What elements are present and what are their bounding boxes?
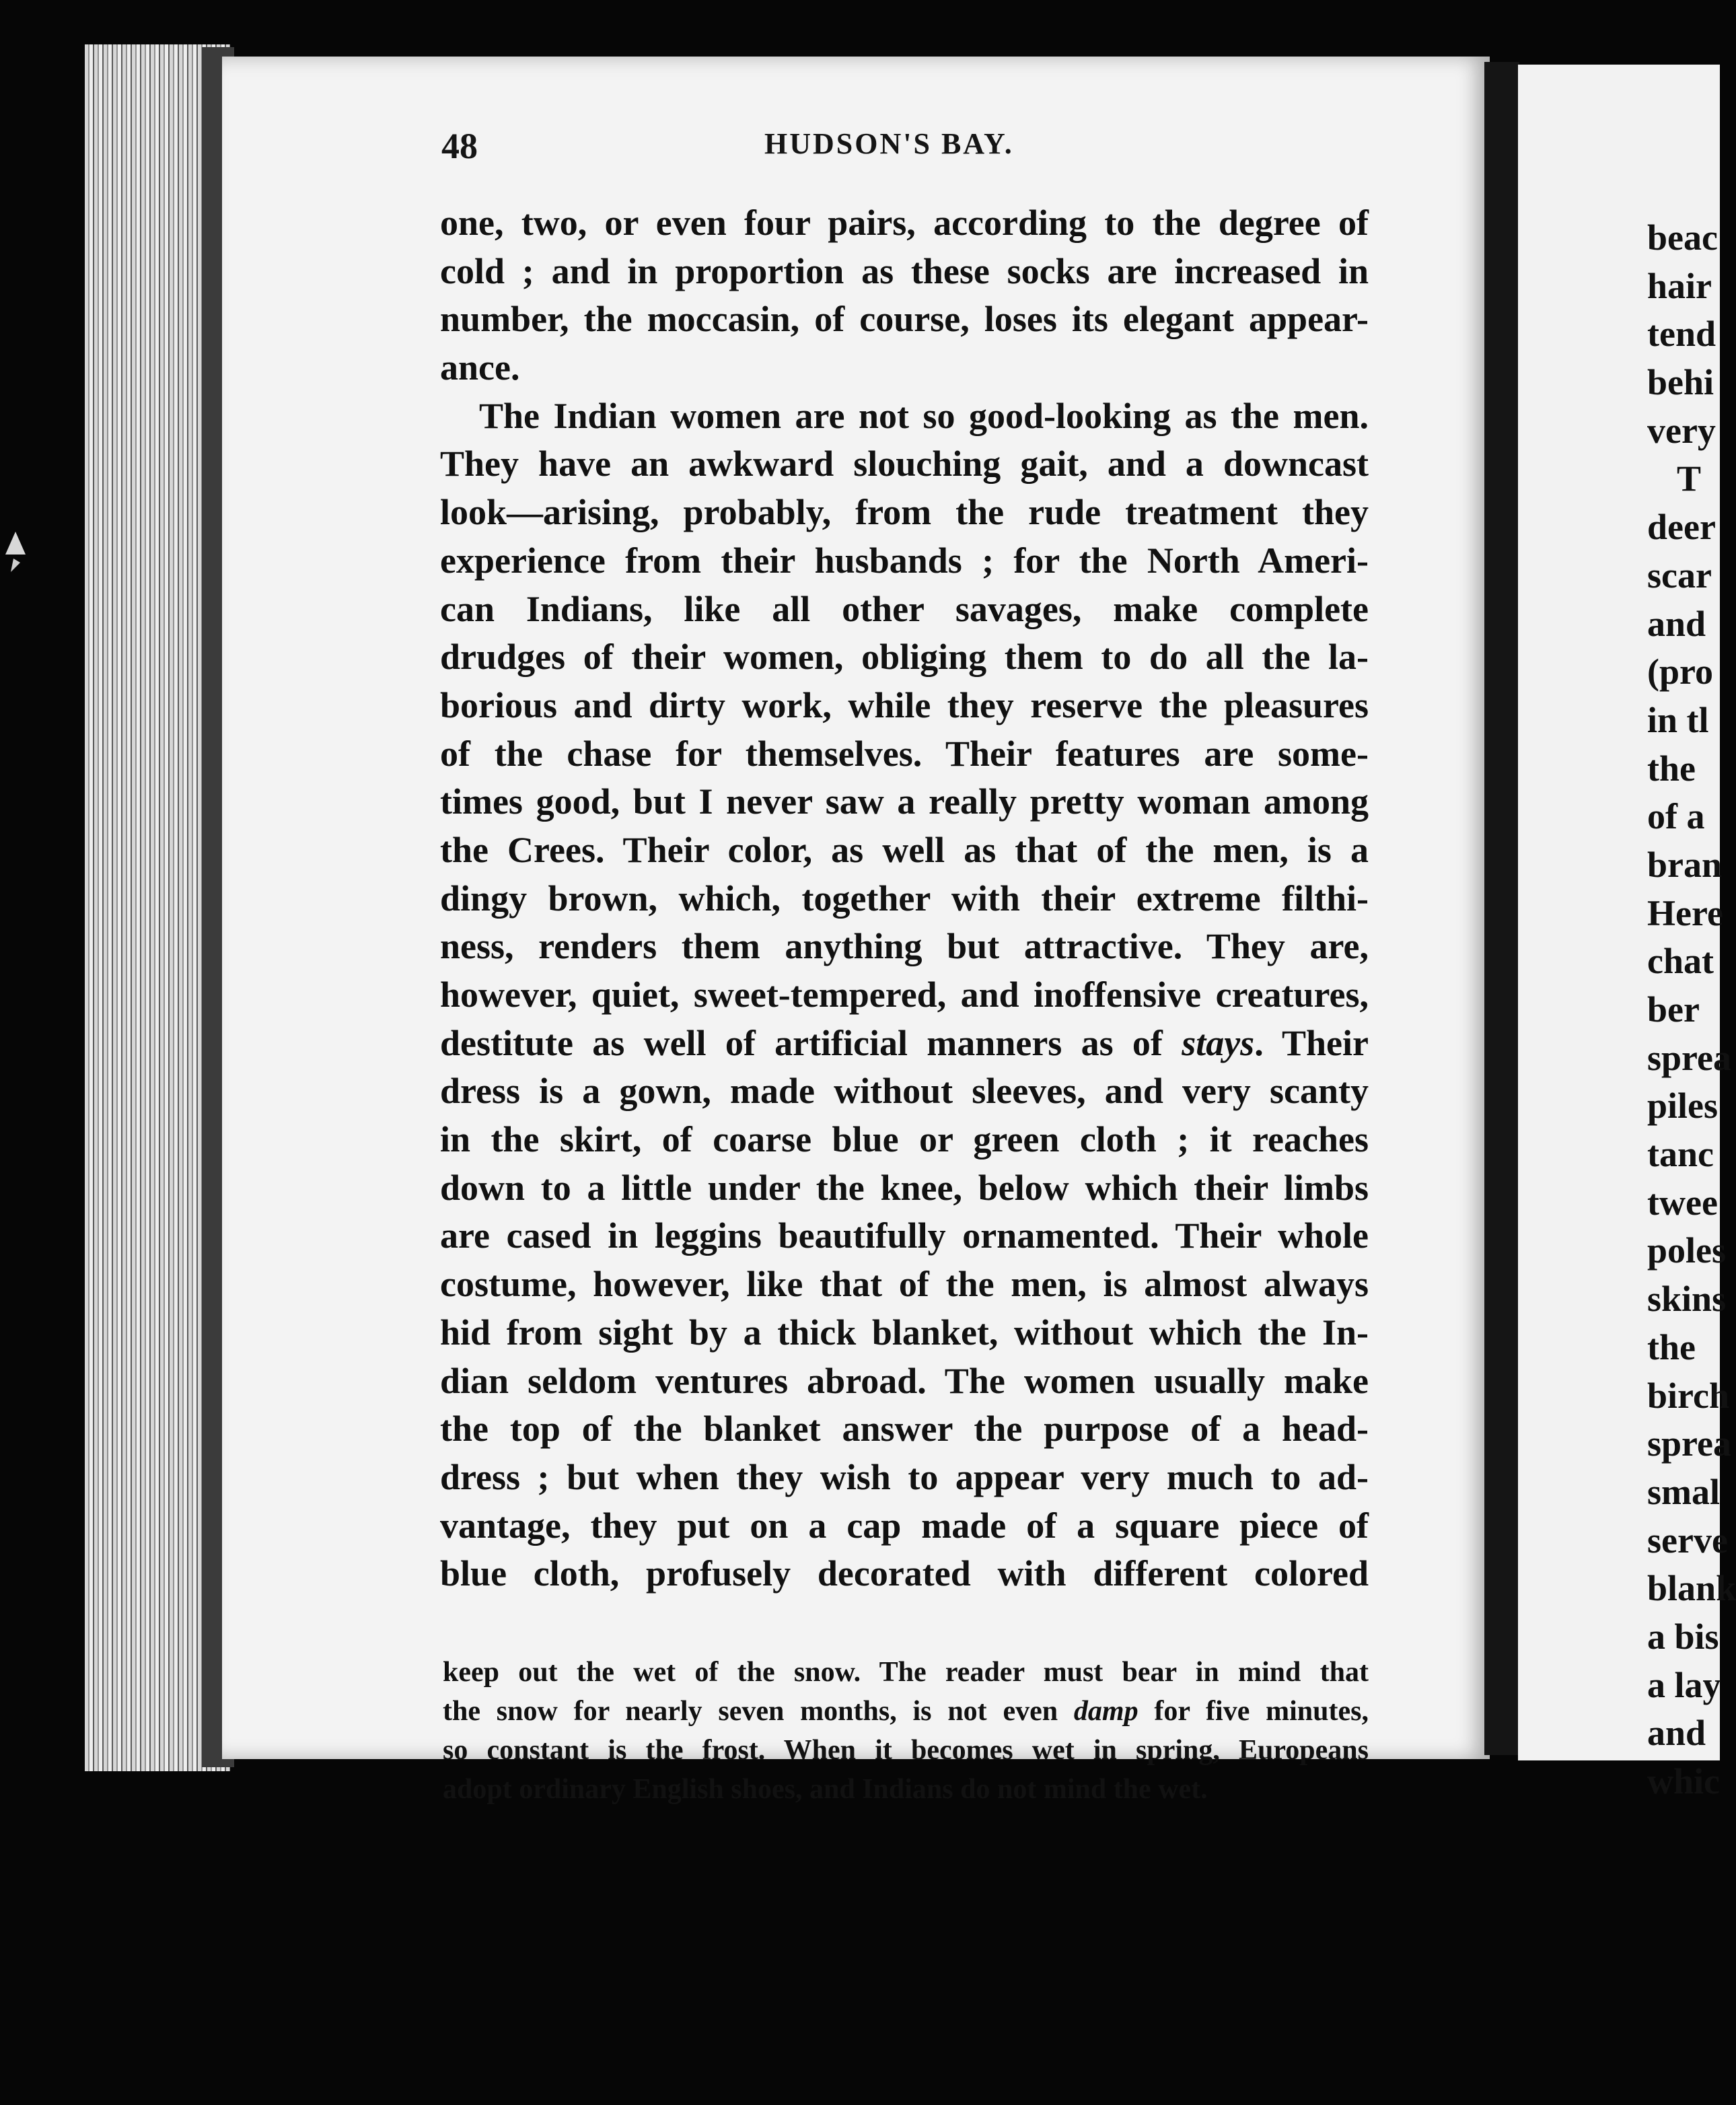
right-text-line: tanc — [1647, 1134, 1714, 1175]
right-text-line: hair — [1647, 265, 1712, 306]
right-text-line: the — [1647, 748, 1696, 789]
text-line: down to a little under the knee, below which their limbs — [440, 1167, 1369, 1208]
right-text-line: beac — [1647, 217, 1718, 258]
text-line: experience from their husbands ; for the North Ameri- — [440, 540, 1369, 581]
right-text-line: poles — [1647, 1230, 1727, 1271]
text-line: costume, however, like that of the men, is almost always — [440, 1264, 1369, 1305]
right-text-line: piles — [1647, 1085, 1719, 1127]
right-text-line: (pro — [1647, 651, 1714, 692]
footnote-line: adopt ordinary English shoes, and Indians do not mind the wet. — [443, 1774, 1208, 1805]
text-line: hid from sight by a thick blanket, without which the In- — [440, 1312, 1369, 1353]
text-line: look—arising, probably, from the rude treatment they — [440, 492, 1369, 533]
right-text-line: tend — [1647, 314, 1716, 355]
text-line: blue cloth, profusely decorated with different colored — [440, 1553, 1369, 1594]
right-text-line: whic — [1647, 1761, 1720, 1801]
page-header — [441, 125, 1370, 166]
text-line: dress ; but when they wish to appear very much to ad- — [440, 1456, 1369, 1497]
right-text-line: bran — [1647, 844, 1723, 885]
text-line: destitute as well of artificial manners as of stays. Their — [440, 1022, 1369, 1063]
text-line: borious and dirty work, while they reserve the pleasures — [440, 684, 1369, 725]
footnote-line: so constant is the frost. When it becomes wet in spring, Europeans — [443, 1735, 1369, 1766]
footnote-line: keep out the wet of the snow. The reader must bear in mind that — [443, 1657, 1369, 1688]
text-line: one, two, or even four pairs, according to the degree of — [440, 203, 1369, 243]
text-line: of the chase for themselves. Their features are some- — [440, 733, 1369, 774]
right-text-line: smal — [1647, 1471, 1720, 1512]
right-text-line: blank — [1647, 1568, 1736, 1609]
footnote — [443, 1653, 1369, 1809]
right-text-line: and — [1647, 603, 1706, 644]
right-text-line: deer — [1647, 507, 1716, 548]
right-page-text — [1647, 214, 1736, 1806]
footnote-line: the snow for nearly seven months, is not even damp for five minutes, — [443, 1696, 1369, 1727]
right-text-line: serve — [1647, 1520, 1728, 1561]
text-line: are cased in leggins beautifully ornamented. Their whole — [440, 1215, 1369, 1256]
right-text-line: sprea — [1647, 1423, 1732, 1464]
running-head: HUDSON'S BAY. — [764, 127, 1014, 160]
text-line: number, the moccasin, of course, loses its elegant appear- — [440, 299, 1369, 340]
text-line: however, quiet, sweet-tempered, and inoffensive creatures, — [440, 974, 1369, 1015]
text-line: The Indian women are not so good-looking as the men. — [479, 395, 1369, 436]
text-line: cold ; and in proportion as these socks are increased in — [440, 250, 1369, 291]
text-line: They have an awkward slouching gait, and a downcast — [440, 443, 1369, 485]
right-text-line: sprea — [1647, 1037, 1732, 1078]
text-line: dian seldom ventures abroad. The women usually make — [440, 1360, 1369, 1401]
text-line: ance. — [440, 347, 520, 388]
right-text-line: birch — [1647, 1375, 1730, 1416]
right-text-line: Here — [1647, 892, 1723, 933]
text-line: drudges of their women, obliging them to do all the la- — [440, 637, 1369, 678]
text-line: ness, renders them anything but attractive. They are, — [440, 926, 1369, 967]
book-gutter — [1484, 62, 1519, 1755]
right-text-line: T — [1677, 458, 1702, 499]
right-text-line: scar — [1647, 555, 1712, 596]
right-text-line: twee — [1647, 1182, 1718, 1223]
right-text-line: in tl — [1647, 699, 1709, 740]
emphasis: stays — [1182, 1022, 1255, 1063]
right-text-line: a bis — [1647, 1616, 1719, 1657]
right-text-line: the — [1647, 1326, 1696, 1367]
right-text-line: skins — [1647, 1279, 1727, 1320]
text-line: the top of the blanket answer the purpose of a head- — [440, 1408, 1369, 1450]
page-number: 48 — [441, 126, 478, 166]
text-line: in the skirt, of coarse blue or green cloth ; it reaches — [440, 1119, 1369, 1160]
text-line: can Indians, like all other savages, make complete — [440, 588, 1369, 629]
text-line: vantage, they put on a cap made of a square piece of — [440, 1505, 1369, 1546]
right-text-line: very — [1647, 410, 1716, 451]
text-line: dress is a gown, made without sleeves, and very scanty — [440, 1071, 1369, 1112]
text-line: the Crees. Their color, as well as that of the men, is a — [440, 829, 1369, 870]
right-text-line: and — [1647, 1713, 1706, 1754]
text-line: times good, but I never saw a really pretty woman among — [440, 781, 1369, 822]
right-text-line: a lay — [1647, 1664, 1721, 1705]
right-text-line: behi — [1647, 362, 1714, 403]
right-text-line: chat — [1647, 941, 1714, 982]
emphasis: damp — [1073, 1696, 1138, 1727]
text-line: dingy brown, which, together with their extreme filthi- — [440, 878, 1369, 919]
body-text — [440, 199, 1369, 1598]
right-text-line: of a — [1647, 796, 1705, 837]
margin-mark-icon — [4, 532, 27, 572]
right-text-line: ber — [1647, 989, 1700, 1030]
